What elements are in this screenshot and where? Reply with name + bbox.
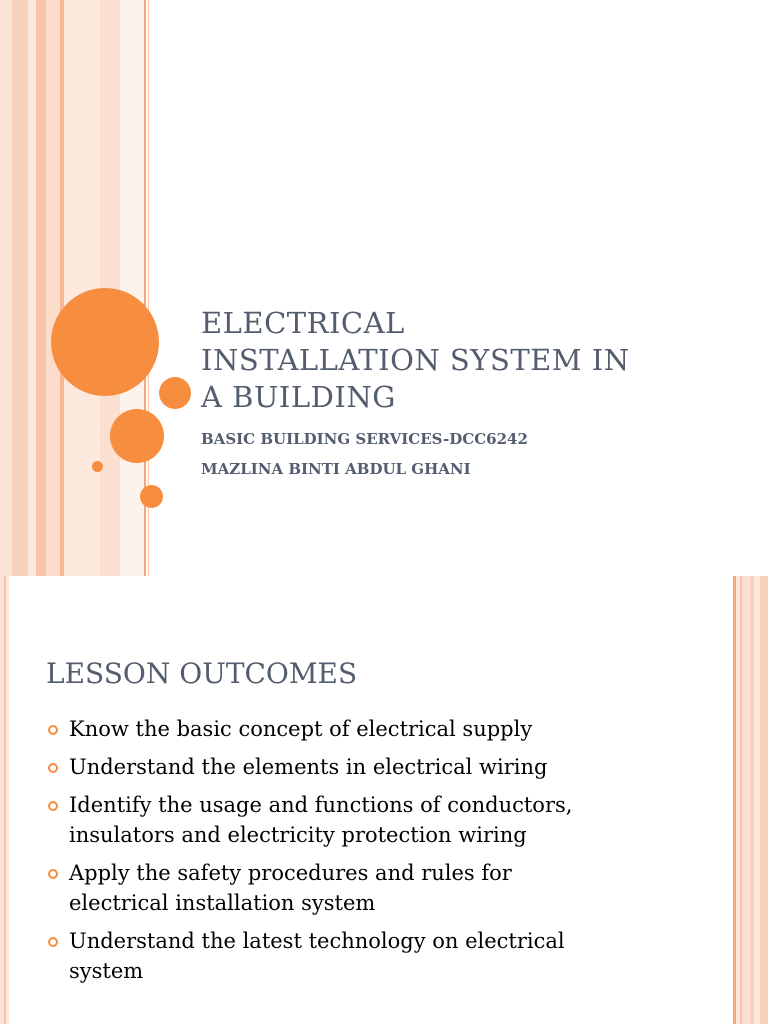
decorative-stripe xyxy=(12,0,28,576)
slide-title-line: INSTALLATION SYSTEM IN xyxy=(201,343,630,377)
list-item xyxy=(46,752,686,782)
course-code: BASIC BUILDING SERVICES-DCC6242 xyxy=(201,430,528,448)
ring-bullet-icon xyxy=(48,763,58,773)
outcome-text: insulators and electricity protection wiring xyxy=(69,823,527,847)
title-block xyxy=(201,305,721,484)
list-item xyxy=(46,926,686,986)
decorative-stripe xyxy=(120,0,144,576)
decorative-stripe xyxy=(0,0,12,576)
outcome-text: Understand the elements in electrical wiring xyxy=(69,755,548,779)
outcomes-list xyxy=(46,714,686,994)
slide-title-line: ELECTRICAL xyxy=(201,306,405,340)
slide-subtitle xyxy=(201,424,721,484)
decorative-circle-medium xyxy=(110,409,164,463)
lesson-outcomes-slide xyxy=(0,576,768,1024)
outcome-text: system xyxy=(69,959,144,983)
decorative-stripe xyxy=(28,0,36,576)
decorative-stripe xyxy=(46,0,60,576)
ring-bullet-icon xyxy=(48,869,58,879)
decorative-circle-large xyxy=(51,288,159,396)
decorative-circle-small xyxy=(159,377,191,409)
decorative-circle-small xyxy=(140,485,163,508)
slide-title xyxy=(201,305,721,416)
decorative-stripe xyxy=(742,576,750,1024)
decorative-stripe xyxy=(36,0,46,576)
ring-bullet-icon xyxy=(48,937,58,947)
decorative-stripe xyxy=(760,576,768,1024)
outcome-text: Know the basic concept of electrical supply xyxy=(69,717,533,741)
slide-title-line: A BUILDING xyxy=(201,380,396,414)
ring-bullet-icon xyxy=(48,725,58,735)
outcome-text: Understand the latest technology on electrical xyxy=(69,929,565,953)
section-heading: LESSON OUTCOMES xyxy=(46,657,358,690)
list-item xyxy=(46,714,686,744)
outcome-text: electrical installation system xyxy=(69,891,376,915)
decorative-stripe xyxy=(6,576,9,1024)
ring-bullet-icon xyxy=(48,801,58,811)
author-name: MAZLINA BINTI ABDUL GHANI xyxy=(201,460,471,478)
outcome-text: Apply the safety procedures and rules for xyxy=(69,861,512,885)
outcome-text: Identify the usage and functions of conductors, xyxy=(69,793,573,817)
decorative-circle-tiny xyxy=(92,461,103,472)
list-item xyxy=(46,790,686,850)
list-item xyxy=(46,858,686,918)
